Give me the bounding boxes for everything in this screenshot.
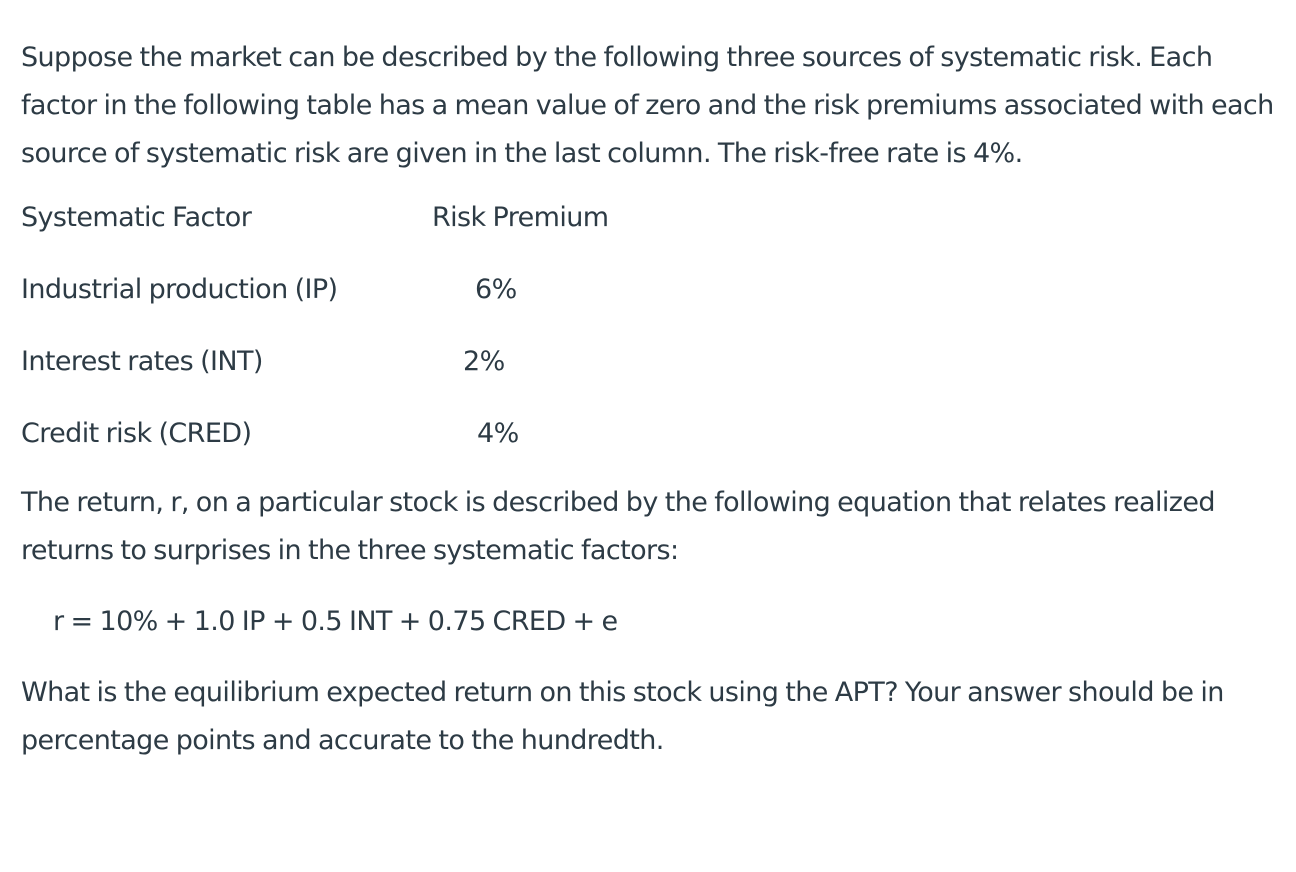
table-header-row [21,194,1286,266]
premium-value: 2% [463,346,505,377]
table-row [21,266,1286,338]
question-content [21,34,1286,765]
factor-column-header: Systematic Factor [21,202,252,233]
return-description-paragraph: The return, r, on a particular stock is described by the following equation that relates realized returns to surprises in the three systematic factors: [21,487,1215,566]
premium-value: 6% [475,274,517,305]
table-row [21,410,1286,482]
intro-paragraph: Suppose the market can be described by the following three sources of systematic risk. Each factor in the following table has a mean value of zero and the risk premiums associated with each source of systematic risk are given in the last column. The risk-free rate is 4%. [21,42,1274,169]
table-row [21,338,1286,410]
question-prompt: What is the equilibrium expected return on this stock using the APT? Your answer should be in percentage points and accurate to the hundredth. [21,677,1224,756]
premium-value: 4% [477,418,519,449]
risk-premium-table [21,194,1286,482]
return-equation: r = 10% + 1.0 IP + 0.5 INT + 0.75 CRED + e [53,606,618,637]
factor-name: Interest rates (INT) [21,346,263,377]
premium-column-header: Risk Premium [432,202,609,233]
factor-name: Credit risk (CRED) [21,418,252,449]
factor-name: Industrial production (IP) [21,274,338,305]
